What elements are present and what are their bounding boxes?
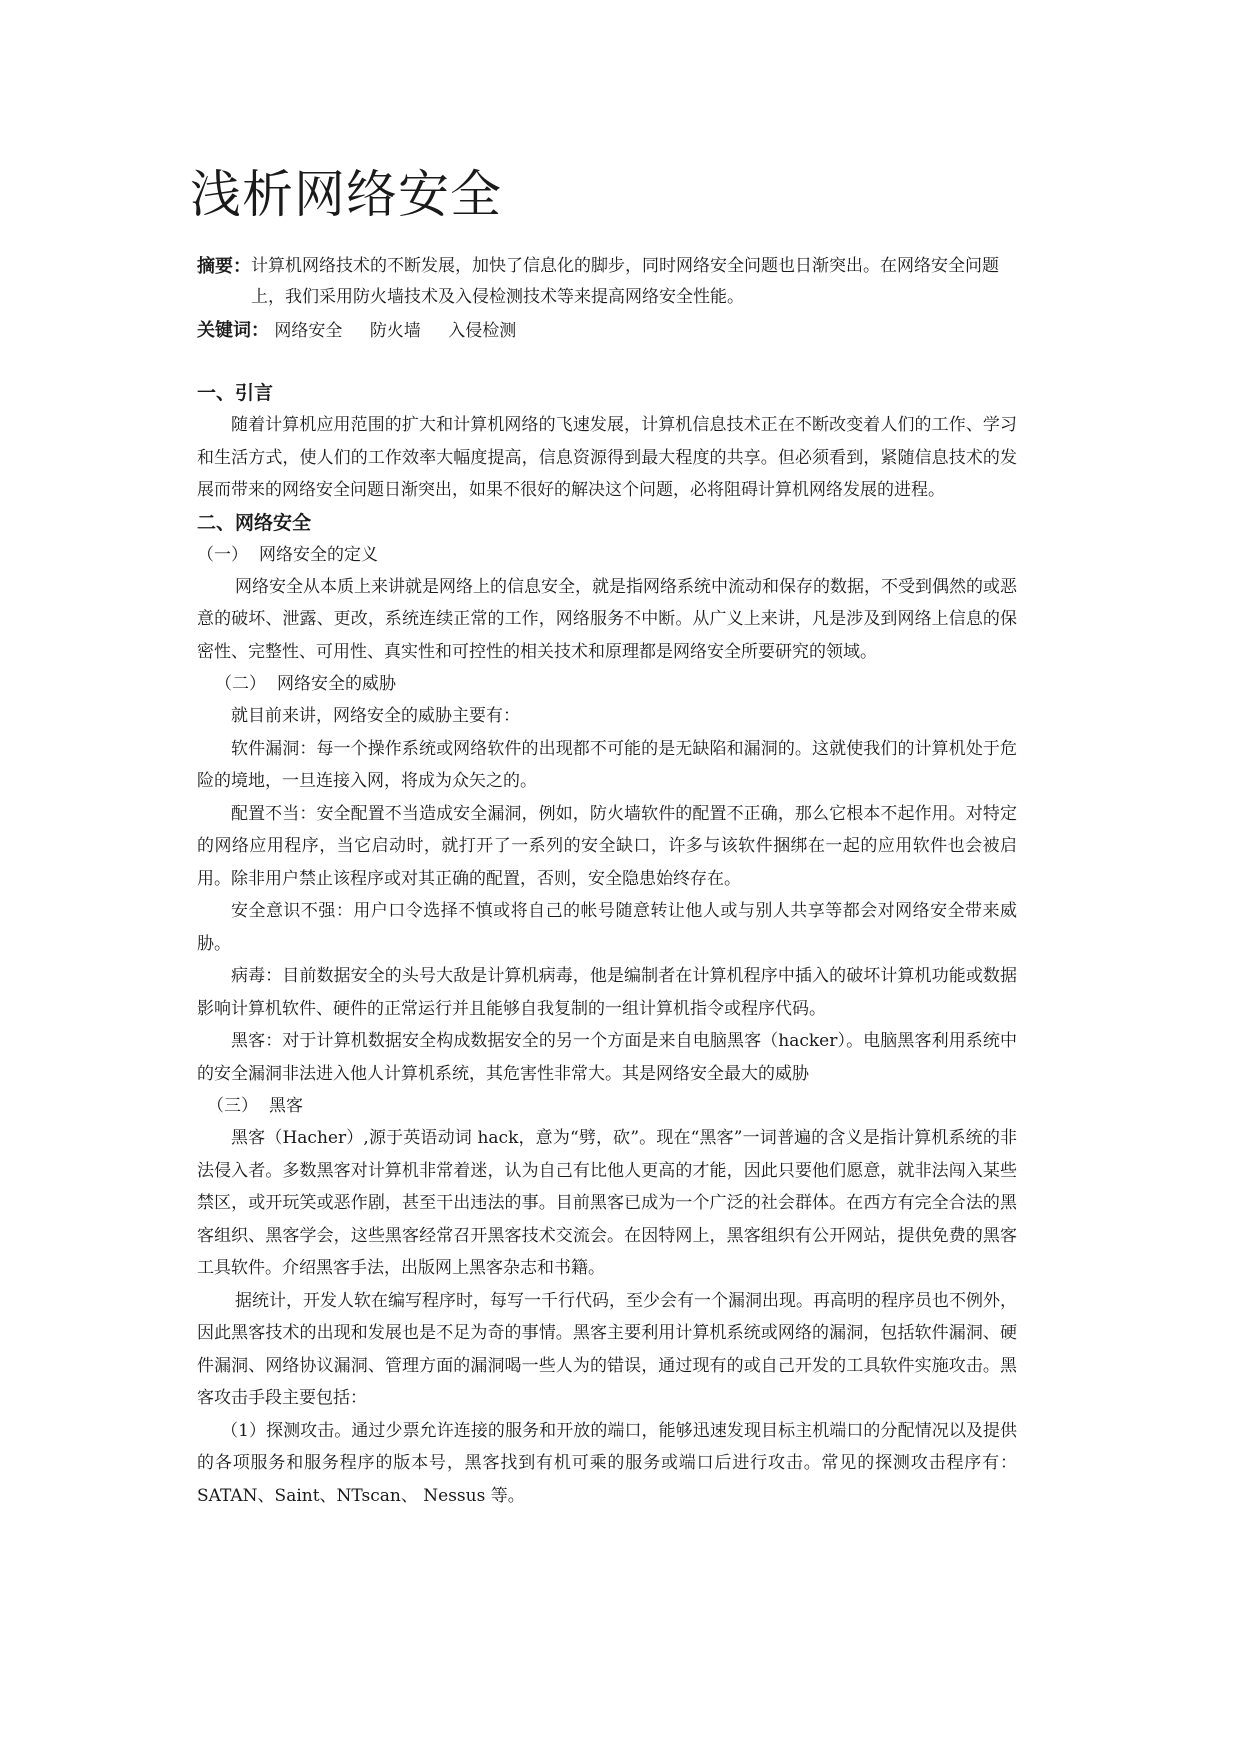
document-body [197,377,1017,1512]
paragraph: 黑客（Hacher）,源于英语动词 hack，意为“劈，砍”。现在“黑客”一词普遍的含义是指计算机系统的非法侵入者。多数黑客对计算机非常着迷，认为自己有比他人更高的才能，因此只要他们愿意，就非法闯入某些禁区，或开玩笑或恶作剧，甚至干出违法的事。目前黑客已成为一个广泛的社会群体。在西方有完全合法的黑客组织、黑客学会，这些黑客经常召开黑客技术交流会。在因特网上，黑客组织有公开网站，提供免费的黑客工具软件。介绍黑客手法，出版网上黑客杂志和书籍。 [197,1128,1017,1278]
subsection-heading-hackers [197,1090,1017,1122]
paragraph: （1）探测攻击。通过少票允许连接的服务和开放的端口，能够迅速发现目标主机端口的分配情况以及提供的各项服务和服务程序的版本号，黑客找到有机可乘的服务或端口后进行攻击。常见的探测攻击程序有：SATAN、Saint、NTscan、 Nessus 等。 [197,1420,1017,1506]
keywords-row [197,315,1017,347]
subsection-heading-threats [197,668,1017,700]
paragraph: 随着计算机应用范围的扩大和计算机网络的飞速发展，计算机信息技术正在不断改变着人们的工作、学习和生活方式，使人们的工作效率大幅度提高，信息资源得到最大程度的共享。但必须看到，紧随信息技术的发展而带来的网络安全问题日渐突出，如果不很好的解决这个问题，必将阻碍计算机网络发展的进程。 [197,415,1017,500]
document-title: 浅析网络安全 [190,166,503,225]
subsection-heading-definition [197,539,1017,571]
paragraph: 软件漏洞：每一个操作系统或网络软件的出现都不可能的是无缺陷和漏洞的。这就使我们的计算机处于危险的境地，一旦连接入网，将成为众矢之的。 [197,738,1017,791]
abstract-label: 摘要： [197,256,251,277]
section-heading-intro: 一、引言 [197,382,274,404]
paragraph: 黑客：对于计算机数据安全构成数据安全的另一个方面是来自电脑黑客（hacker）。电脑黑客利用系统中的安全漏洞非法进入他人计算机系统，其危害性非常大。其是网络安全最大的威胁 [197,1031,1017,1084]
paragraph: 就目前来讲，网络安全的威胁主要有： [231,706,520,726]
subsection-title: 黑客 [269,1096,303,1116]
subsection-number: （三） [207,1096,258,1116]
keyword-item: 防火墙 [369,321,421,341]
section-heading-network-security: 二、网络安全 [197,511,312,534]
paragraph: 安全意识不强：用户口令选择不慎或将自己的帐号随意转让他人或与别人共享等都会对网络安全带来威胁。 [197,901,1017,954]
paragraph: 配置不当：安全配置不当造成安全漏洞，例如，防火墙软件的配置不正确，那么它根本不起作用。对特定的网络应用程序，当它启动时，就打开了一系列的安全缺口，许多与该软件捆绑在一起的应用软件也会被启用。除非用户禁止该程序或对其正确的配置，否则，安全隐患始终存在。 [197,803,1017,889]
paragraph: 病毒：目前数据安全的头号大敌是计算机病毒，他是编制者在计算机程序中插入的破坏计算机功能或数据影响计算机软件、硬件的正常运行并且能够自我复制的一组计算机指令或程序代码。 [197,966,1017,1019]
keyword-item: 网络安全 [274,321,343,341]
subsection-number: （一） [197,544,248,565]
abstract-row [197,251,1017,313]
keywords-label: 关键词： [197,320,269,341]
keyword-item: 入侵检测 [448,321,517,341]
paragraph: 网络安全从本质上来讲就是网络上的信息安全，就是指网络系统中流动和保存的数据，不受到偶然的或恶意的破坏、泄露、更改，系统连续正常的工作，网络服务不中断。从广义上来讲，凡是涉及到网络上信息的保密性、完整性、可用性、真实性和可控性的相关技术和原理都是网络安全所要研究的领域。 [197,576,1017,662]
subsection-title: 网络安全的定义 [259,544,378,565]
abstract-block [197,251,1017,347]
abstract-text: 计算机网络技术的不断发展，加快了信息化的脚步，同时网络安全问题也日渐突出。在网络安全问题上，我们采用防火墙技术及入侵检测技术等来提高网络安全性能。 [251,256,999,307]
paragraph: 据统计，开发人软在编写程序时，每写一千行代码，至少会有一个漏洞出现。再高明的程序员也不例外，因此黑客技术的出现和发展也是不足为奇的事情。黑客主要利用计算机系统或网络的漏洞，包括软件漏洞、硬件漏洞、网络协议漏洞、管理方面的漏洞喝一些人为的错误，通过现有的或自己开发的工具软件实施攻击。黑客攻击手段主要包括： [197,1290,1017,1408]
subsection-number: （二） [215,674,266,694]
subsection-title: 网络安全的威胁 [277,674,396,694]
